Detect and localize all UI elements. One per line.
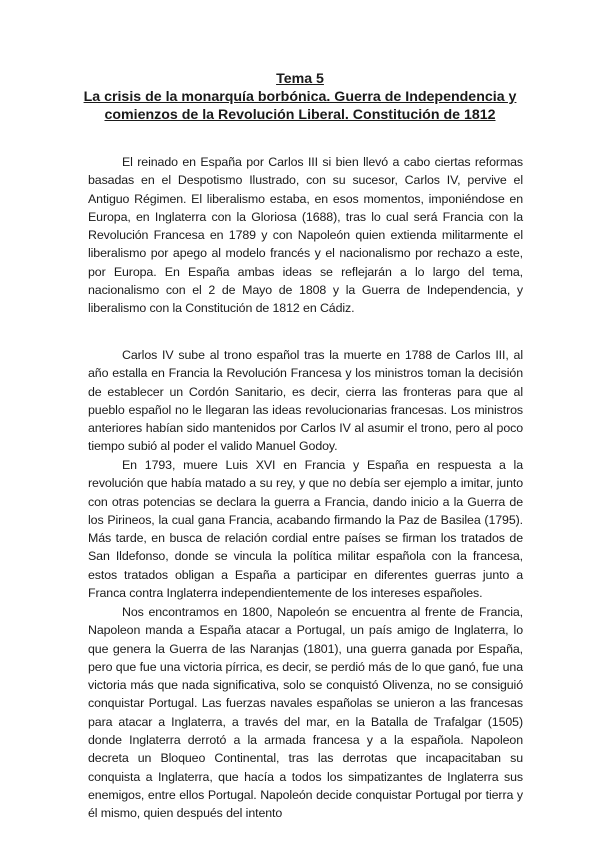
paragraph-carlos-iv: Carlos IV sube al trono español tras la muerte en 1788 de Carlos III, al año estalla en Francia la Revolución Francesa y los ministros toman la decisión de establecer un Cordón Sanitario, es decir, cierra las fronteras para que al pueblo español no le llegaran las ideas revolucionarias francesas. Los ministros anteriores habían sido mantenidos por Carlos IV al asumir el trono, pero al poco tiempo subió al poder el valido Manuel Godoy. <box>88 348 523 454</box>
document-title <box>70 70 530 124</box>
paragraph-1793: En 1793, muere Luis XVI en Francia y España en respuesta a la revolución que había matado a su rey, y que no debía ser ejemplo a imitar, junto con otras potencias se declara la guerra a Francia, dando inicio a la Guerra de los Pirineos, la cual gana Francia, acabando firmando la Paz de Basilea (1795). Más tarde, en busca de relación cordial entre países se firman los tratados de San Ildefonso, donde se vincula la política militar española con la francesa, estos tratados obligan a España a participar en diferentes guerras junto a Franca contra Inglaterra independientemente de los intereses españoles. <box>88 458 523 601</box>
title-line-heading: La crisis de la monarquía borbónica. Guerra de Independencia y <box>83 89 517 105</box>
paragraph-introduction: El reinado en España por Carlos III si bien llevó a cabo ciertas reformas basadas en el Despotismo Ilustrado, con su sucesor, Carlos IV, pervive el Antiguo Régimen. El liberalismo estaba, en esos momentos, imponiéndose en Europa, en Inglaterra con la Gloriosa (1688), tras lo cual será Francia con la Revolución Francesa en 1789 y con Napoleón quien extienda militarmente el liberalismo por apego al modelo francés y el nacionalismo por rechazo a este, por Europa. En España ambas ideas se reflejarán a lo largo del tema, nacionalismo con el 2 de Mayo de 1808 y la Guerra de Independencia, y liberalismo con la Constitución de 1812 en Cádiz. <box>88 155 523 316</box>
title-line-subheading: comienzos de la Revolución Liberal. Constitución de 1812 <box>104 107 496 123</box>
title-line-topic: Tema 5 <box>276 71 324 87</box>
paragraph-1800: Nos encontramos en 1800, Napoleón se encuentra al frente de Francia, Napoleon manda a España atacar a Portugal, un país amigo de Inglaterra, lo que genera la Guerra de las Naranjas (1801), una guerra ganada por España, pero que fue una victoria pírrica, es decir, se perdió más de lo que ganó, fue una victoria más que nada significativa, solo se conquistó Olivenza, no se consiguió conquistar Portugal. Las fuerzas navales españolas se unieron a las francesas para atacar a Inglaterra, a través del mar, en la Batalla de Trafalgar (1505) donde Inglaterra derrotó a la armada francesa y a la española. Napoleon decreta un Bloqueo Continental, tras las derrotas que incapacitaban su conquista a Inglaterra, que hacía a todos los simpatizantes de Inglaterra sus enemigos, entre ellos Portugal. Napoleón decide conquistar Portugal por tierra y él mismo, quien después del intento <box>88 605 523 821</box>
